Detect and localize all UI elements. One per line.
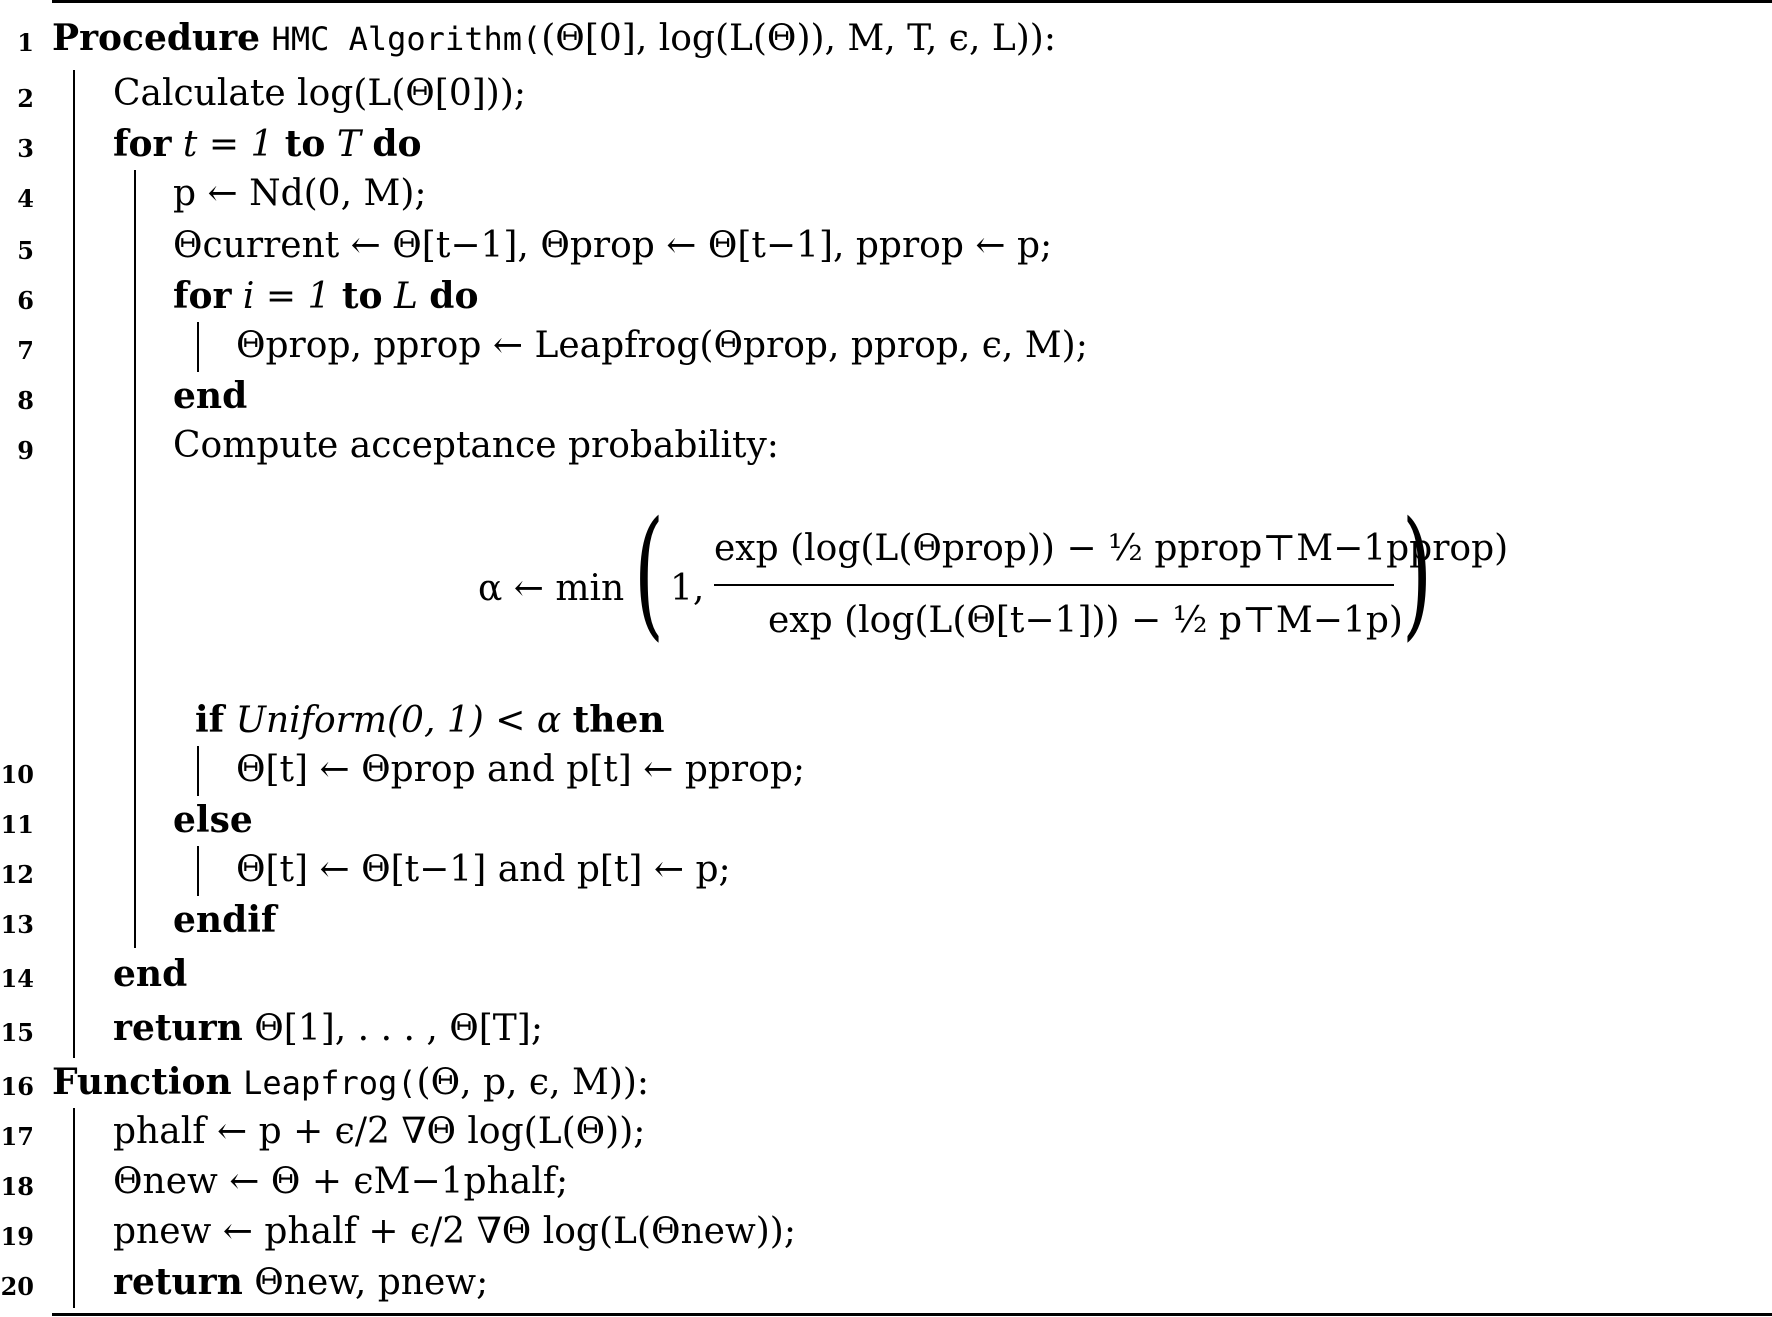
- return-value: Θ[1], . . . , Θ[T];: [254, 1008, 543, 1049]
- algo-line-4: p ← Nd(0, M);: [173, 173, 427, 214]
- return-value: Θnew, pnew;: [254, 1262, 489, 1303]
- formula-lhs: α ← min: [478, 568, 625, 609]
- right-paren-glyph: ): [1402, 492, 1433, 655]
- algo-line-7: Θprop, pprop ← Leapfrog(Θprop, pprop, ϵ, M);: [236, 325, 1088, 366]
- algo-line-3: [113, 123, 422, 165]
- left-paren-glyph: (: [634, 492, 665, 655]
- algo-line-15: [113, 1007, 543, 1049]
- algo-line-18: Θnew ← Θ + ϵM−1phalf;: [113, 1161, 569, 1202]
- for-keyword: for: [173, 275, 232, 317]
- line-number: 10: [0, 760, 34, 789]
- return-keyword: return: [113, 1261, 243, 1303]
- fraction-bar: [714, 584, 1394, 586]
- line-number: 3: [17, 134, 34, 163]
- line-number: 6: [17, 286, 34, 315]
- if-condition: Uniform(0, 1) < α: [235, 700, 562, 741]
- algo-line-10: Θ[t] ← Θprop and p[t] ← pprop;: [236, 749, 805, 790]
- algo-line-if: [195, 699, 665, 741]
- algo-line-8: end: [173, 375, 248, 417]
- procedure-name: HMC Algorithm(: [271, 20, 542, 58]
- line-number: 16: [0, 1072, 34, 1101]
- to-keyword: to: [341, 275, 383, 317]
- algo-line-14: end: [113, 953, 188, 995]
- line-number: 5: [17, 236, 34, 265]
- line-number: 8: [17, 386, 34, 415]
- if-block-bar: [197, 746, 199, 796]
- if-keyword: if: [195, 699, 225, 741]
- function-block-bar: [73, 1108, 75, 1308]
- bottom-rule: [52, 1313, 1772, 1316]
- return-keyword: return: [113, 1007, 243, 1049]
- line-number: 7: [17, 336, 34, 365]
- top-rule: [52, 0, 1772, 3]
- function-name: Leapfrog(: [243, 1064, 417, 1102]
- function-args: (Θ, p, ϵ, M)):: [416, 1062, 650, 1103]
- formula-one: 1,: [670, 568, 705, 609]
- outer-loop-block-bar: [134, 170, 136, 948]
- formula-denominator: exp (log(L(Θ[t−1])) − ½ p⊤M−1p): [768, 600, 1403, 641]
- line-number: 19: [0, 1222, 34, 1251]
- algo-line-17: phalf ← p + ϵ/2 ∇Θ log(L(Θ));: [113, 1111, 646, 1152]
- do-keyword: do: [429, 275, 479, 317]
- algo-line-6: [173, 275, 479, 317]
- line-number: 17: [0, 1122, 34, 1151]
- line-number: 9: [17, 436, 34, 465]
- procedure-block-bar: [73, 70, 75, 1058]
- loop-range-end: L: [393, 276, 418, 317]
- algo-line-20: [113, 1261, 489, 1303]
- then-keyword: then: [572, 699, 665, 741]
- line-number: 11: [0, 810, 34, 839]
- line-number: 14: [0, 964, 34, 993]
- loop-range-end: T: [336, 124, 361, 165]
- acceptance-formula: [478, 492, 1509, 664]
- line-number: 15: [0, 1018, 34, 1047]
- line-number: 2: [17, 84, 34, 113]
- else-block-bar: [197, 846, 199, 896]
- loop-range-start: i = 1: [242, 276, 331, 317]
- algo-line-12: Θ[t] ← Θ[t−1] and p[t] ← p;: [236, 849, 731, 890]
- inner-loop-block-bar: [197, 322, 199, 372]
- do-keyword: do: [372, 123, 422, 165]
- algo-line-19: pnew ← phalf + ϵ/2 ∇Θ log(L(Θnew));: [113, 1211, 796, 1252]
- line-number: 1: [17, 28, 34, 57]
- line-number: 12: [0, 860, 34, 889]
- for-keyword: for: [113, 123, 172, 165]
- line-number: 20: [0, 1272, 34, 1301]
- line-number: 4: [17, 184, 34, 213]
- line-number: 18: [0, 1172, 34, 1201]
- algo-line-1: [52, 17, 1056, 59]
- loop-range-start: t = 1: [182, 124, 274, 165]
- procedure-args: (Θ[0], log(L(Θ)), M, T, ϵ, L)):: [541, 18, 1056, 59]
- algo-line-11: else: [173, 799, 253, 841]
- algo-line-2: Calculate log(L(Θ[0]));: [113, 73, 527, 114]
- algo-line-5: Θcurrent ← Θ[t−1], Θprop ← Θ[t−1], pprop ← p;: [173, 225, 1053, 266]
- to-keyword: to: [284, 123, 326, 165]
- formula-numerator: exp (log(L(Θprop)) − ½ pprop⊤M−1pprop): [714, 528, 1509, 569]
- line-number: 13: [0, 910, 34, 939]
- algo-line-9: Compute acceptance probability:: [173, 425, 779, 466]
- algo-line-13: endif: [173, 899, 277, 941]
- algo-line-16: [52, 1061, 650, 1103]
- procedure-keyword: Procedure: [52, 17, 261, 59]
- function-keyword: Function: [52, 1061, 232, 1103]
